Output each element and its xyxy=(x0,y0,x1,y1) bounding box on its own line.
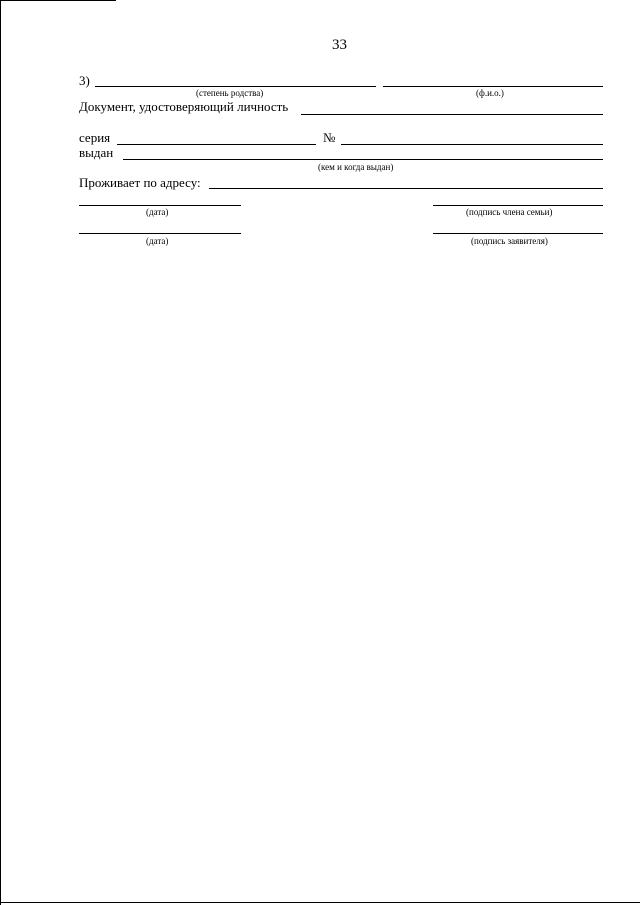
caption-signature-member: (подпись члена семьи) xyxy=(466,207,553,217)
caption-date-2: (дата) xyxy=(146,236,169,246)
scan-edge-bottom xyxy=(0,902,640,903)
fio-field-line xyxy=(383,86,603,87)
issued-label: выдан xyxy=(79,145,114,160)
caption-date-1: (дата) xyxy=(146,207,169,217)
address-label: Проживает по адресу: xyxy=(79,175,201,190)
scan-edge-left xyxy=(0,0,1,905)
relation-field-line xyxy=(95,86,376,87)
item-number: 3) xyxy=(79,73,90,88)
date-field-line-2 xyxy=(79,233,241,234)
date-field-line-1 xyxy=(79,205,241,206)
caption-relation: (степень родства) xyxy=(196,88,264,98)
series-field-line xyxy=(117,144,316,145)
document-label: Документ, удостоверяющий личность xyxy=(79,99,289,114)
caption-fio: (ф.и.о.) xyxy=(476,88,504,98)
signature-applicant-line xyxy=(433,233,603,234)
document-field-line xyxy=(301,114,603,115)
issued-field-line xyxy=(123,159,603,160)
number-field-line xyxy=(341,144,603,145)
scan-edge-top xyxy=(0,0,116,1)
series-label: серия xyxy=(79,130,111,145)
signature-member-line xyxy=(433,205,603,206)
page-number: 33 xyxy=(332,37,347,53)
number-sign: № xyxy=(323,130,336,145)
caption-signature-applicant: (подпись заявителя) xyxy=(471,236,548,246)
address-field-line xyxy=(209,188,603,189)
caption-issued: (кем и когда выдан) xyxy=(318,162,394,172)
